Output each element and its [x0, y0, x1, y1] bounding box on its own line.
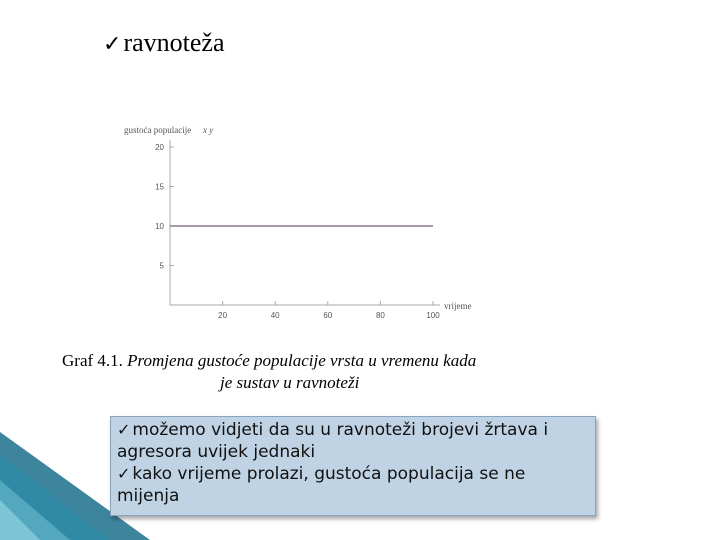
chart-axes [170, 140, 440, 305]
x-tick-label: 80 [375, 311, 385, 320]
x-ticks [218, 301, 440, 320]
series-legend-label: x y [203, 125, 214, 135]
checkmark-icon: ✓ [103, 32, 122, 57]
x-tick-label: 40 [270, 311, 280, 320]
x-axis-label: vrijeme [444, 301, 472, 311]
y-tick-label: 20 [155, 143, 164, 152]
caption-text-line2: je sustav u ravnoteži [220, 373, 360, 392]
checkmark-icon: ✓ [117, 464, 131, 483]
figure-caption [62, 350, 562, 394]
y-axis-label: gustoća populacije [124, 125, 192, 135]
y-tick-label: 5 [159, 261, 164, 271]
y-ticks [155, 143, 174, 271]
note-item-2 [117, 463, 589, 507]
note-line1: možemo vidjeti da su u ravnoteži brojevi žrtava i agresora uvijek jednaki [117, 420, 549, 462]
y-tick-label: 15 [155, 182, 164, 192]
caption-text-line1: Promjena gustoće populacije vrsta u vremenu kada [127, 351, 477, 370]
caption-label: Graf 4.1. [62, 351, 123, 370]
checkmark-icon: ✓ [117, 420, 131, 439]
x-tick-label: 60 [323, 311, 333, 320]
x-tick-label: 100 [426, 311, 440, 320]
note-line2: kako vrijeme prolazi, gustoća populacija se ne mijenja [117, 464, 526, 506]
y-tick-label: 10 [155, 222, 164, 231]
note-item-1 [117, 419, 589, 463]
heading-text: ravnoteža [123, 28, 225, 57]
note-box [110, 416, 596, 516]
x-tick-label: 20 [218, 311, 228, 320]
